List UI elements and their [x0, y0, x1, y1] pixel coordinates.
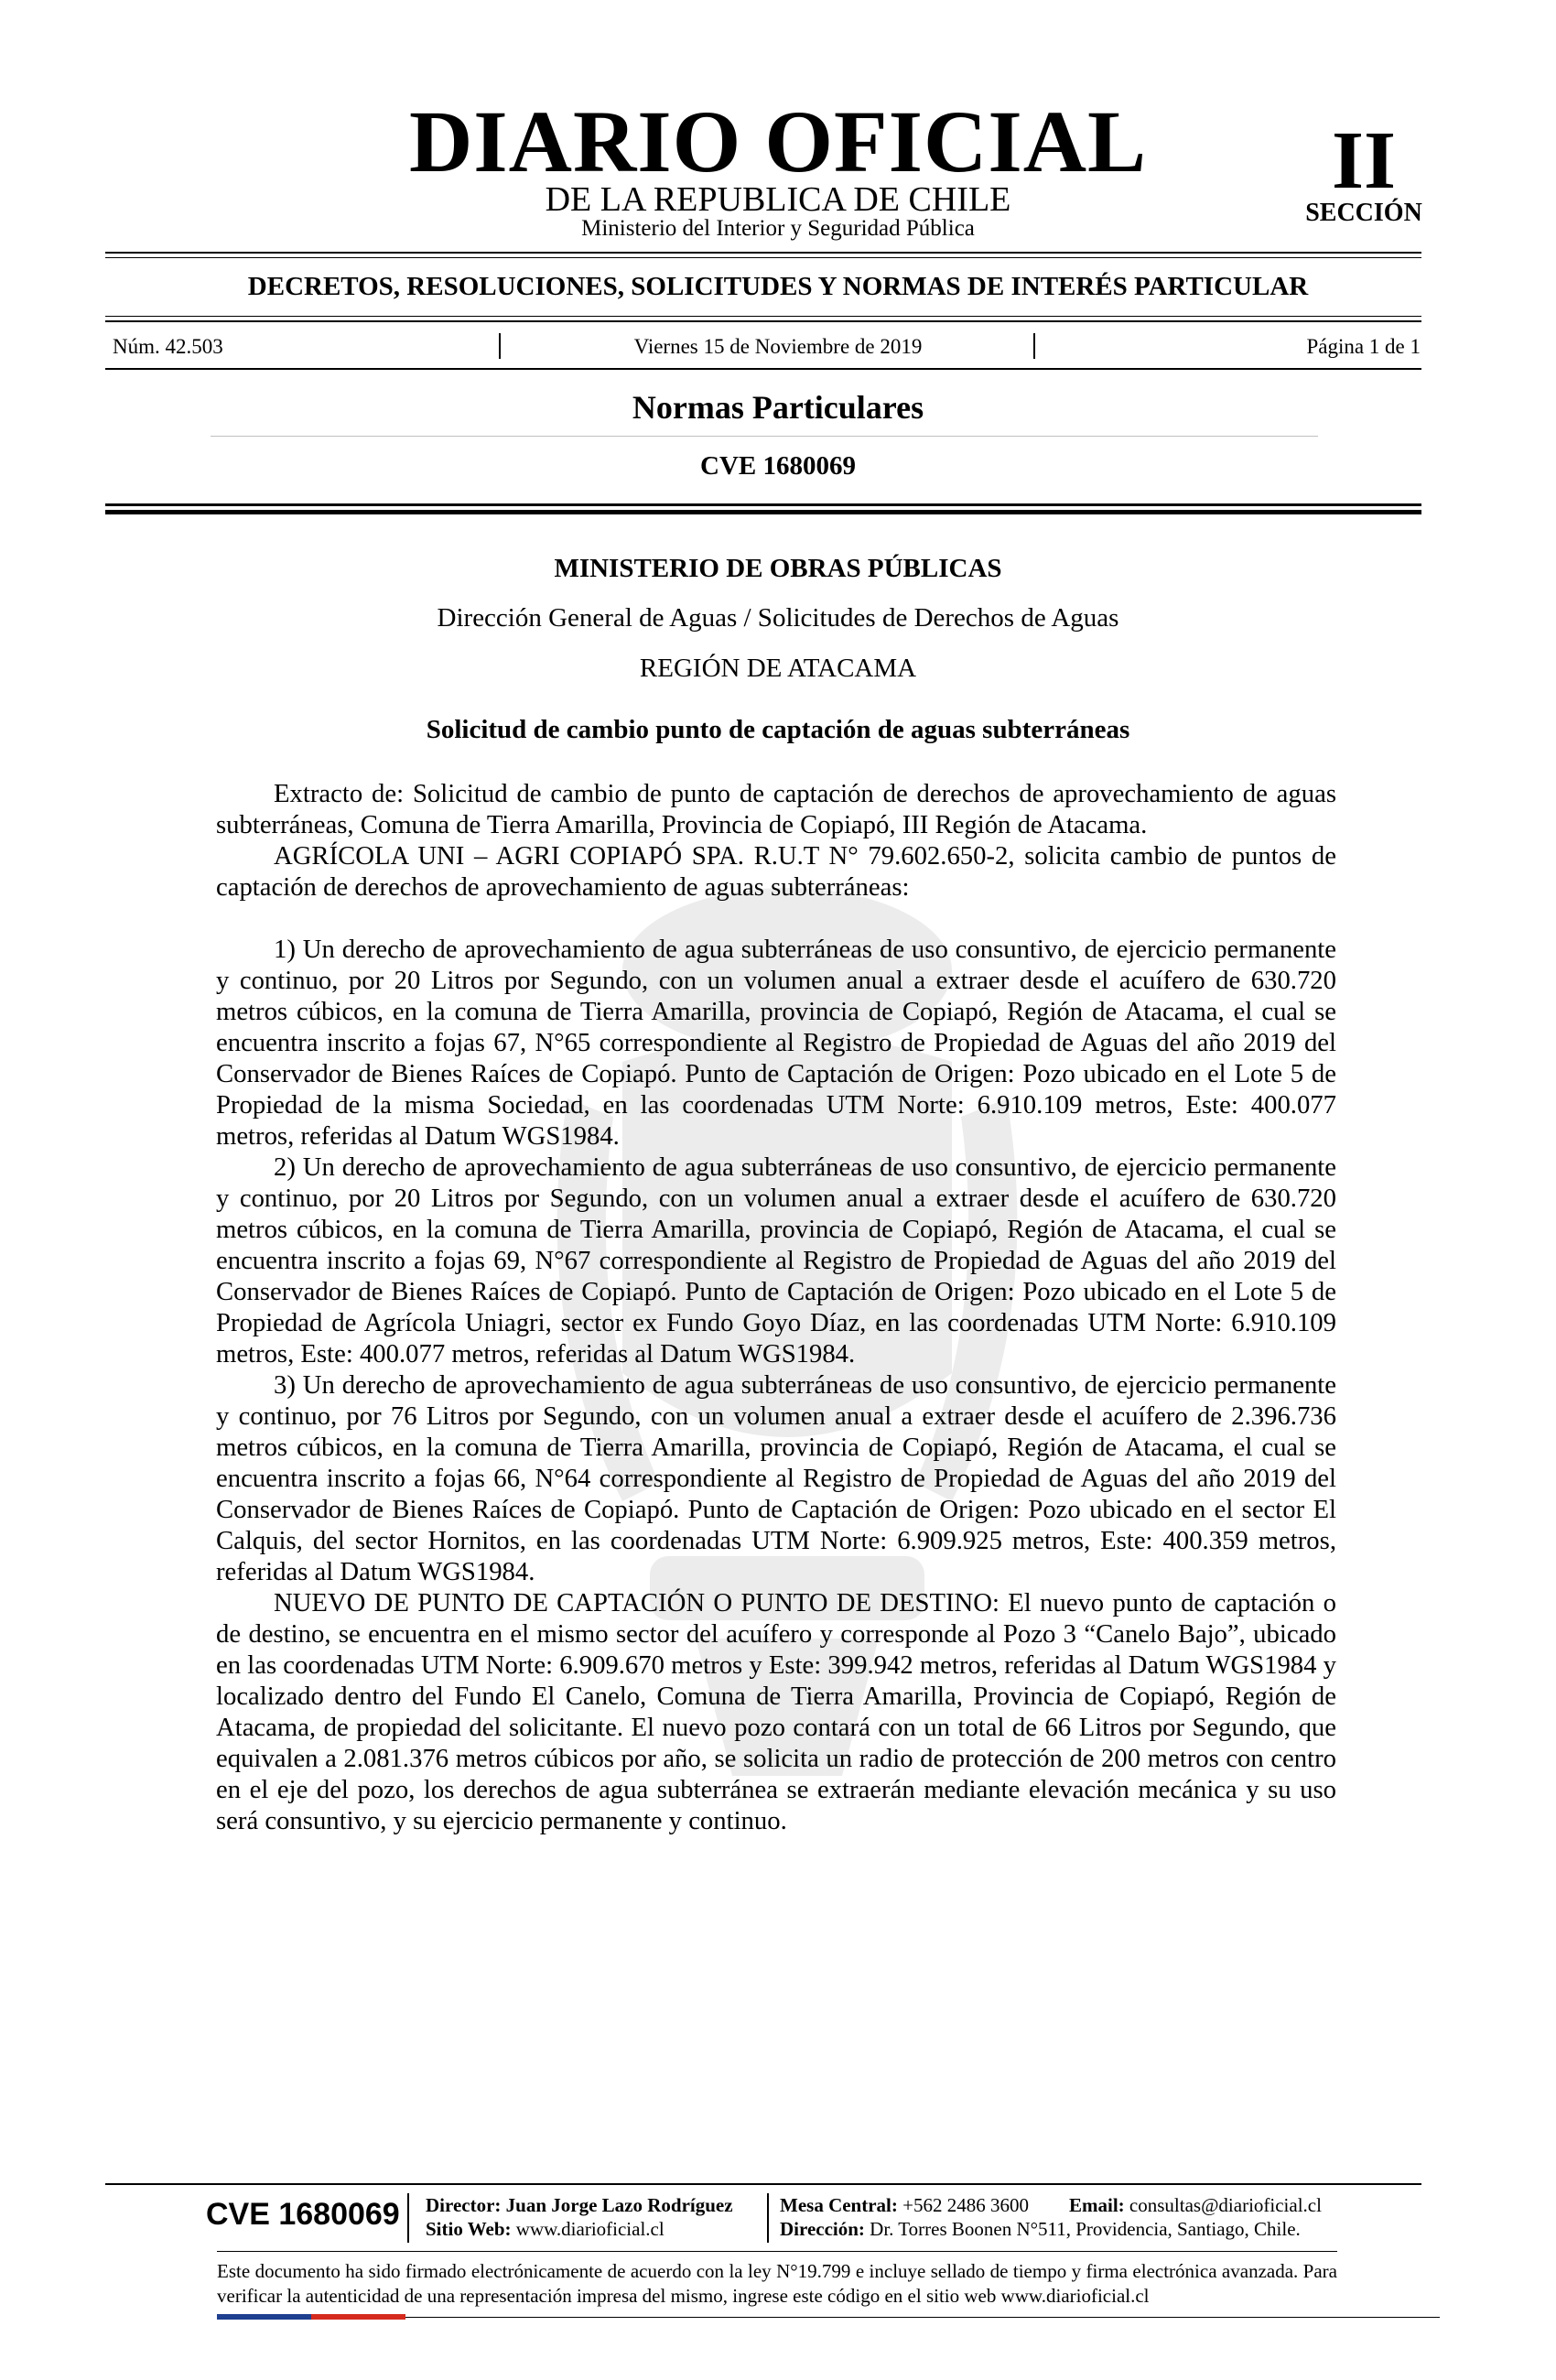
separator: [1033, 333, 1035, 359]
footer-address: Dirección: Dr. Torres Boonen N°511, Providencia, Santiago, Chile.: [780, 2218, 1301, 2240]
footer-director: Director: Juan Jorge Lazo Rodríguez: [426, 2194, 733, 2216]
masthead-subtitle: DE LA REPUBLICA DE CHILE: [545, 180, 1011, 219]
ministry-heading: MINISTERIO DE OBRAS PÚBLICAS: [554, 554, 1002, 583]
footer-website: Sitio Web: www.diarioficial.cl: [426, 2218, 665, 2240]
paragraph: NUEVO DE PUNTO DE CAPTACIÓN O PUNTO DE DESTINO: El nuevo punto de captación o de destino, se encuentra en el mismo sector del acuífero y corresponde al Pozo 3 “Canelo Bajo”, ubicado en las coordenadas UTM Norte: 6.909.670 metros y Este: 399.942 metros, referidas al Datum WGS1984 y localizado dentro del Fundo El Canelo, Comuna de Tierra Amarilla, Provincia de Copiapó, Región de Atacama, de propiedad del solicitante. El nuevo pozo contará con un total de 66 Litros por Segundo, que equivalen a 2.081.376 metros cúbicos por año, se solicita un radio de protección de 200 metros con centro en el eje del pozo, los derechos de agua subterránea se extraerán mediante elevación mecánica y su uso será consuntivo, y su ejercicio permanente y continuo.: [216, 1588, 1337, 1835]
region-heading: REGIÓN DE ATACAMA: [639, 654, 917, 683]
paragraph: 3) Un derecho de aprovechamiento de agua subterráneas de uso consuntivo, de ejercicio permanente y continuo, por 76 Litros por Segundo, con un volumen anual a extraer desde el acuífero de 2.396.736 metros cúbicos, en la comuna de Tierra Amarilla, provincia de Copiapó, Región de Atacama, el cual se encuentra inscrito a fojas 66, N°64 correspondiente al Registro de Propiedad de Aguas del año 2019 del Conservador de Bienes Raíces de Copiapó. Punto de Captación de Origen: Pozo ubicado en el sector El Calquis, del sector Hornitos, en las coordenadas UTM Norte: 6.909.925 metros, Este: 400.359 metros, referidas al Datum WGS1984.: [216, 1370, 1336, 1586]
request-title: Solicitud de cambio punto de captación de aguas subterráneas: [426, 715, 1130, 744]
divider: [105, 510, 1421, 514]
section-number: II: [1331, 115, 1397, 206]
footer-email: Email: consultas@diarioficial.cl: [1069, 2194, 1322, 2216]
document-body: [216, 778, 1336, 1836]
section-label: SECCIÓN: [1305, 199, 1422, 227]
paragraph: 2) Un derecho de aprovechamiento de agua subterráneas de uso consuntivo, de ejercicio permanente y continuo, por 20 Litros por Segundo, con un volumen anual a extraer desde el acuífero de 630.720 metros cúbicos, en la comuna de Tierra Amarilla, provincia de Copiapó, Región de Atacama, el cual se encuentra inscrito a fojas 69, N°67 correspondiente al Registro de Propiedad de Aguas del año 2019 del Conservador de Bienes Raíces de Copiapó. Punto de Captación de Origen: Pozo ubicado en el Lote 5 de Propiedad de Agrícola Uniagri, sector ex Fundo Goyo Díaz, en las coordenadas UTM Norte: 6.910.109 metros, Este: 400.077 metros, referidas al Datum WGS1984.: [216, 1152, 1336, 1368]
paragraph: AGRÍCOLA UNI – AGRI COPIAPÓ SPA. R.U.T N° 79.602.650-2, solicita cambio de puntos de captación de derechos de aprovechamiento de aguas subterráneas:: [216, 841, 1336, 902]
page-count: Página 1 de 1: [1306, 335, 1421, 358]
website-link[interactable]: www.diarioficial.cl: [515, 2218, 665, 2240]
direction-heading: Dirección General de Aguas / Solicitudes de Derechos de Aguas: [437, 603, 1119, 633]
divider: [105, 252, 1421, 254]
divider: [105, 316, 1421, 317]
separator: [767, 2193, 769, 2243]
divider: [105, 503, 1421, 506]
flag-stripe-blue: [217, 2314, 311, 2320]
issue-number: Núm. 42.503: [113, 335, 223, 358]
separator: [407, 2193, 409, 2243]
divider: [105, 2183, 1421, 2185]
footer-cve-code: CVE 1680069: [206, 2197, 400, 2232]
footer-disclaimer: Este documento ha sido firmado electrónicamente de acuerdo con la ley N°19.799 e incluye sellado de tiempo y firma electrónica avanzada. Para verificar la autenticidad de una representación impresa del mismo, ingrese este código en el sitio web www.diarioficial.cl: [217, 2260, 1337, 2307]
footer-phone: Mesa Central: +562 2486 3600: [780, 2194, 1029, 2216]
masthead-ministry: Ministerio del Interior y Seguridad Pública: [581, 216, 975, 241]
divider: [211, 436, 1318, 437]
divider: [105, 320, 1421, 322]
paragraph: Extracto de: Solicitud de cambio de punto de captación de derechos de aprovechamiento de aguas subterráneas, Comuna de Tierra Amarilla, Provincia de Copiapó, III Región de Atacama.: [216, 779, 1336, 839]
masthead-title: DIARIO OFICIAL: [408, 92, 1148, 190]
email-link[interactable]: consultas@diarioficial.cl: [1129, 2194, 1322, 2216]
divider: [105, 368, 1421, 370]
flag-stripe-red: [311, 2314, 405, 2320]
cve-code: CVE 1680069: [700, 451, 856, 481]
paragraph: 1) Un derecho de aprovechamiento de agua subterráneas de uso consuntivo, de ejercicio permanente y continuo, por 20 Litros por Segundo, con un volumen anual a extraer desde el acuífero de 630.720 metros cúbicos, en la comuna de Tierra Amarilla, provincia de Copiapó, Región de Atacama, el cual se encuentra inscrito a fojas 67, N°65 correspondiente al Registro de Propiedad de Aguas del año 2019 del Conservador de Bienes Raíces de Copiapó. Punto de Captación de Origen: Pozo ubicado en el Lote 5 de Propiedad de la misma Sociedad, en las coordenadas UTM Norte: 6.910.109 metros, Este: 400.077 metros, referidas al Datum WGS1984.: [216, 935, 1336, 1151]
section-title: Normas Particulares: [632, 389, 924, 426]
divider: [405, 2317, 1440, 2318]
issue-date: Viernes 15 de Noviembre de 2019: [633, 335, 923, 358]
divider: [217, 2251, 1337, 2252]
divider: [105, 257, 1421, 258]
header-banner: DECRETOS, RESOLUCIONES, SOLICITUDES Y NORMAS DE INTERÉS PARTICULAR: [247, 272, 1309, 301]
